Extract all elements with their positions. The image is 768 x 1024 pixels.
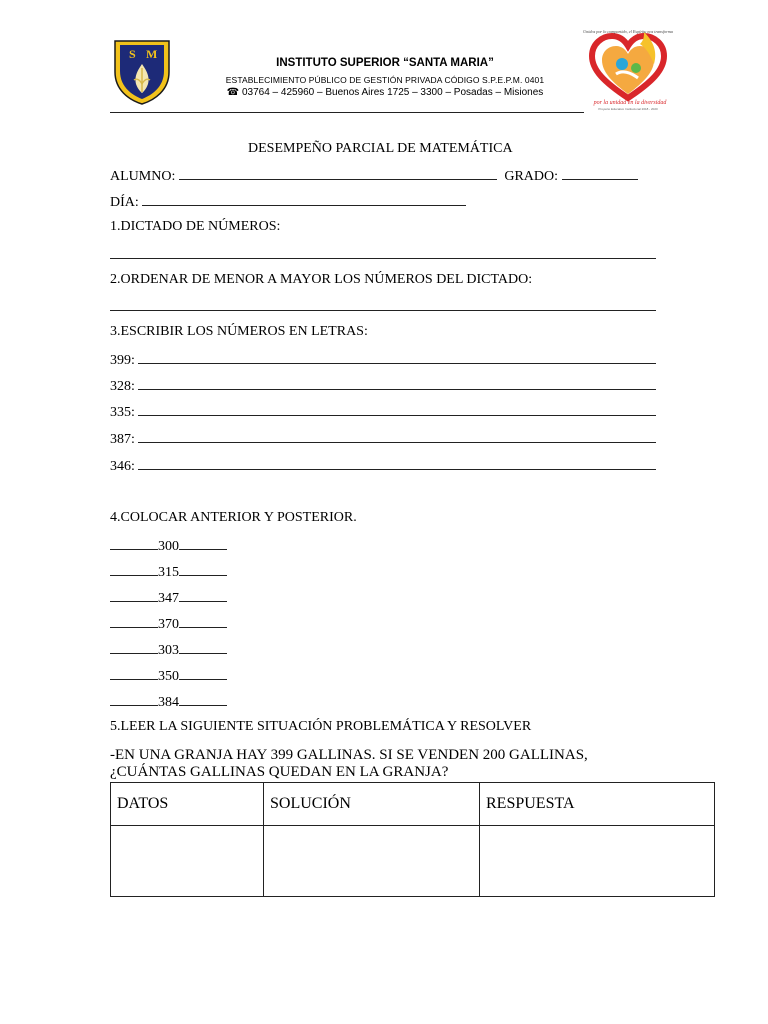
q5-title: 5.LEER LA SIGUIENTE SITUACIÓN PROBLEMÁTICA Y RESOLVER: [110, 719, 532, 734]
alumno-row: [110, 167, 638, 185]
school-title: INSTITUTO SUPERIOR “SANTA MARIA”: [276, 57, 494, 69]
q4-item: [110, 667, 227, 685]
q4-item-number: 384: [158, 695, 179, 710]
q3-item-answer-line[interactable]: [138, 457, 656, 470]
q4-item: [110, 615, 227, 633]
shield-letter-s: S: [129, 47, 136, 61]
school-shield-logo: [112, 38, 172, 106]
q4-item-number: 347: [158, 591, 179, 606]
q4-before-blank[interactable]: [110, 693, 158, 706]
q3-item: [110, 403, 656, 421]
q4-after-blank[interactable]: [179, 589, 227, 602]
q4-item: [110, 693, 227, 711]
q3-title: 3.ESCRIBIR LOS NÚMEROS EN LETRAS:: [110, 324, 368, 339]
phone-icon: ☎: [226, 87, 240, 98]
solucion-cell[interactable]: [264, 826, 480, 897]
q4-after-blank[interactable]: [179, 693, 227, 706]
q3-item: [110, 351, 656, 369]
q2-answer-line[interactable]: [110, 310, 656, 311]
q4-item-number: 350: [158, 669, 179, 684]
q4-title: 4.COLOCAR ANTERIOR Y POSTERIOR.: [110, 510, 357, 525]
q3-item-answer-line[interactable]: [138, 430, 656, 443]
q3-item-answer-line[interactable]: [138, 351, 656, 364]
datos-header: DATOS: [111, 783, 264, 826]
q3-item-number: 387:: [110, 432, 135, 447]
q3-item-number: 335:: [110, 405, 135, 420]
dia-row: [110, 193, 466, 211]
q4-before-blank[interactable]: [110, 667, 158, 680]
grado-field[interactable]: [562, 167, 638, 180]
q4-item-number: 315: [158, 565, 179, 580]
answer-table-header-row: [111, 783, 715, 826]
q4-item: [110, 641, 227, 659]
q4-after-blank[interactable]: [179, 667, 227, 680]
respuesta-header: RESPUESTA: [480, 783, 715, 826]
q3-item: [110, 430, 656, 448]
dia-label: DÍA:: [110, 195, 139, 210]
shield-letter-m: M: [146, 47, 158, 61]
q5-problem-line2: ¿CUÁNTAS GALLINAS QUEDAN EN LA GRANJA?: [110, 764, 449, 780]
solucion-header: SOLUCIÓN: [264, 783, 480, 826]
school-contact: [200, 87, 570, 98]
q4-after-blank[interactable]: [179, 563, 227, 576]
school-subtitle: ESTABLECIMIENTO PÚBLICO DE GESTIÓN PRIVADA CÓDIGO S.P.E.P.M. 0401: [225, 75, 545, 85]
q5-problem-line1: -EN UNA GRANJA HAY 399 GALLINAS. SI SE VENDEN 200 GALLINAS,: [110, 747, 588, 763]
contact-text: 03764 – 425960 – Buenos Aires 1725 – 3300 – Posadas – Misiones: [241, 87, 544, 98]
q3-item-number: 346:: [110, 459, 135, 474]
q3-item-number: 328:: [110, 379, 135, 394]
q4-item: [110, 589, 227, 607]
q4-before-blank[interactable]: [110, 615, 158, 628]
answer-table-body-row: [111, 826, 715, 897]
q3-item-answer-line[interactable]: [138, 403, 656, 416]
q4-item-number: 370: [158, 617, 179, 632]
logo-motto: por la unidad en la diversidad: [593, 100, 667, 106]
q4-item-number: 300: [158, 539, 179, 554]
q4-before-blank[interactable]: [110, 589, 158, 602]
q4-after-blank[interactable]: [179, 615, 227, 628]
q2-title: 2.ORDENAR DE MENOR A MAYOR LOS NÚMEROS DEL DICTADO:: [110, 272, 533, 287]
exam-title: DESEMPEÑO PARCIAL DE MATEMÁTICA: [248, 141, 513, 156]
answer-table: [110, 782, 715, 897]
q4-item: [110, 563, 227, 581]
q3-item: [110, 457, 656, 475]
q1-answer-line[interactable]: [110, 258, 656, 259]
header-divider: [110, 112, 584, 113]
q4-after-blank[interactable]: [179, 537, 227, 550]
q3-item: [110, 377, 656, 395]
q4-before-blank[interactable]: [110, 537, 158, 550]
q1-title: 1.DICTADO DE NÚMEROS:: [110, 219, 281, 234]
logo-footer-text: Proyecto Educativo Institucional 2018 - 2020: [598, 107, 658, 111]
q3-item-number: 399:: [110, 353, 135, 368]
institutional-project-logo: [582, 24, 674, 112]
q4-before-blank[interactable]: [110, 641, 158, 654]
respuesta-cell[interactable]: [480, 826, 715, 897]
q3-item-answer-line[interactable]: [138, 377, 656, 390]
alumno-label: ALUMNO:: [110, 169, 176, 184]
logo-arc-text: Unidos por lo compartido, el Espíritu nos transforma: [583, 29, 673, 34]
datos-cell[interactable]: [111, 826, 264, 897]
alumno-field[interactable]: [179, 167, 497, 180]
dia-field[interactable]: [142, 193, 466, 206]
q4-item: [110, 537, 227, 555]
q4-after-blank[interactable]: [179, 641, 227, 654]
q4-item-number: 303: [158, 643, 179, 658]
grado-label: GRADO:: [504, 169, 559, 184]
q4-before-blank[interactable]: [110, 563, 158, 576]
